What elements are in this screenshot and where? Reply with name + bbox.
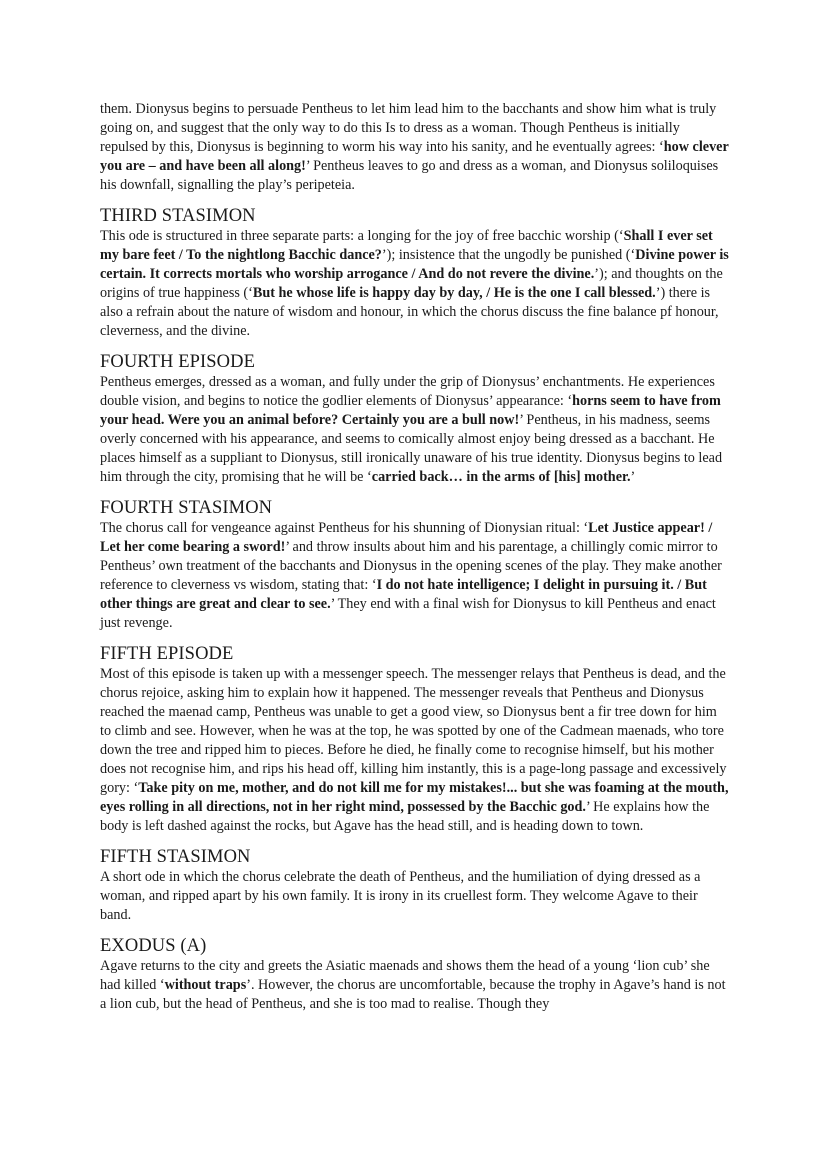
paragraph-third-stasimon: This ode is structured in three separate parts: a longing for the joy of free bacchic worship (‘Shall I ever set my bare feet / To the nightlong Bacchic dance?’); insistence that the ungodly be punished (‘Divine power is certain. It corrects mortals who worship arrogance / And do not revere the divine.’); and thoughts on the origins of true happiness (‘But he whose life is happy day by day, / He is the one I call blessed.’) there is also a refrain about the nature of wisdom and honour, in which the chorus discuss the fine balance pf honour, cleverness, and the divine. xyxy=(100,228,729,339)
heading-fifth-episode: FIFTH EPISODE xyxy=(100,644,234,664)
paragraph-fourth-stasimon: The chorus call for vengeance against Pentheus for his shunning of Dionysian ritual: ‘Let Justice appear! / Let her come bearing a sword!’ and throw insults about him and his parentage, a chillingly comic mirror to Pentheus’ own treatment of the bacchants and Dionysus in the opening scenes of the play. They make another reference to cleverness vs wisdom, stating that: ‘I do not hate intelligence; I delight in pursuing it. / But other things are great and clear to see.’ They end with a final wish for Dionysus to kill Pentheus and enact just revenge. xyxy=(100,520,722,631)
heading-fourth-stasimon: FOURTH STASIMON xyxy=(100,498,273,518)
continuation-paragraph: them. Dionysus begins to persuade Pentheus to let him lead him to the bacchants and show him what is truly going on, and suggest that the only way to do this Is to dress as a woman. Though Pentheus is initially repulsed by this, Dionysus is beginning to worm his way into his sanity, and he eventually agrees: ‘how clever you are – and have been all along!’ Pentheus leaves to go and dress as a woman, and Dionysus soliloquises his downfall, signalling the play’s peripeteia. xyxy=(100,101,729,193)
heading-exodus-a: EXODUS (A) xyxy=(100,936,207,956)
document-page xyxy=(100,100,730,1014)
paragraph-fourth-episode: Pentheus emerges, dressed as a woman, and fully under the grip of Dionysus’ enchantments. He experiences double vision, and begins to notice the godlier elements of Dionysus’ appearance: ‘horns seem to have from your head. Were you an animal before? Certainly you are a bull now!’ Pentheus, in his madness, seems overly concerned with his appearance, and seems to comically almost enjoy being dressed as a bacchant. He places himself as a suppliant to Dionysus, still ironically unaware of his true identity. Dionysus begins to lead him through the city, promising that he will be ‘carried back… in the arms of [his] mother.’ xyxy=(100,374,723,485)
heading-fourth-episode: FOURTH EPISODE xyxy=(100,352,255,372)
heading-third-stasimon: THIRD STASIMON xyxy=(100,206,256,226)
heading-fifth-stasimon: FIFTH STASIMON xyxy=(100,847,251,867)
paragraph-fifth-stasimon: A short ode in which the chorus celebrate the death of Pentheus, and the humiliation of dying dressed as a woman, and ripped apart by his own family. It is irony in its cruellest form. They welcome Agave to their band. xyxy=(100,869,701,923)
paragraph-fifth-episode: Most of this episode is taken up with a messenger speech. The messenger relays that Pentheus is dead, and the chorus rejoice, asking him to explain how it happened. The messenger reveals that Pentheus and Dionysus reached the maenad camp, Pentheus was unable to get a good view, so Dionysus bent a fir tree down for him to climb and see. However, when he was at the top, he was spotted by one of the Cadmean maenads, who tore down the tree and ripped him to pieces. Before he died, he finally come to recognise himself, but his mother does not recognise him, and rips his head off, killing him instantly, this is a page-long passage and excessively gory: ‘Take pity on me, mother, and do not kill me for my mistakes!... but she was foaming at the mouth, eyes rolling in all directions, not in her right mind, possessed by the Bacchic god.’ He explains how the body is left dashed against the rocks, but Agave has the head still, and is heading down to town. xyxy=(100,666,729,834)
paragraph-exodus-a: Agave returns to the city and greets the Asiatic maenads and shows them the head of a young ‘lion cub’ she had killed ‘without traps’. However, the chorus are uncomfortable, because the trophy in Agave’s hand is not a lion cub, but the head of Pentheus, and she is too mad to realise. Though they xyxy=(100,958,726,1012)
